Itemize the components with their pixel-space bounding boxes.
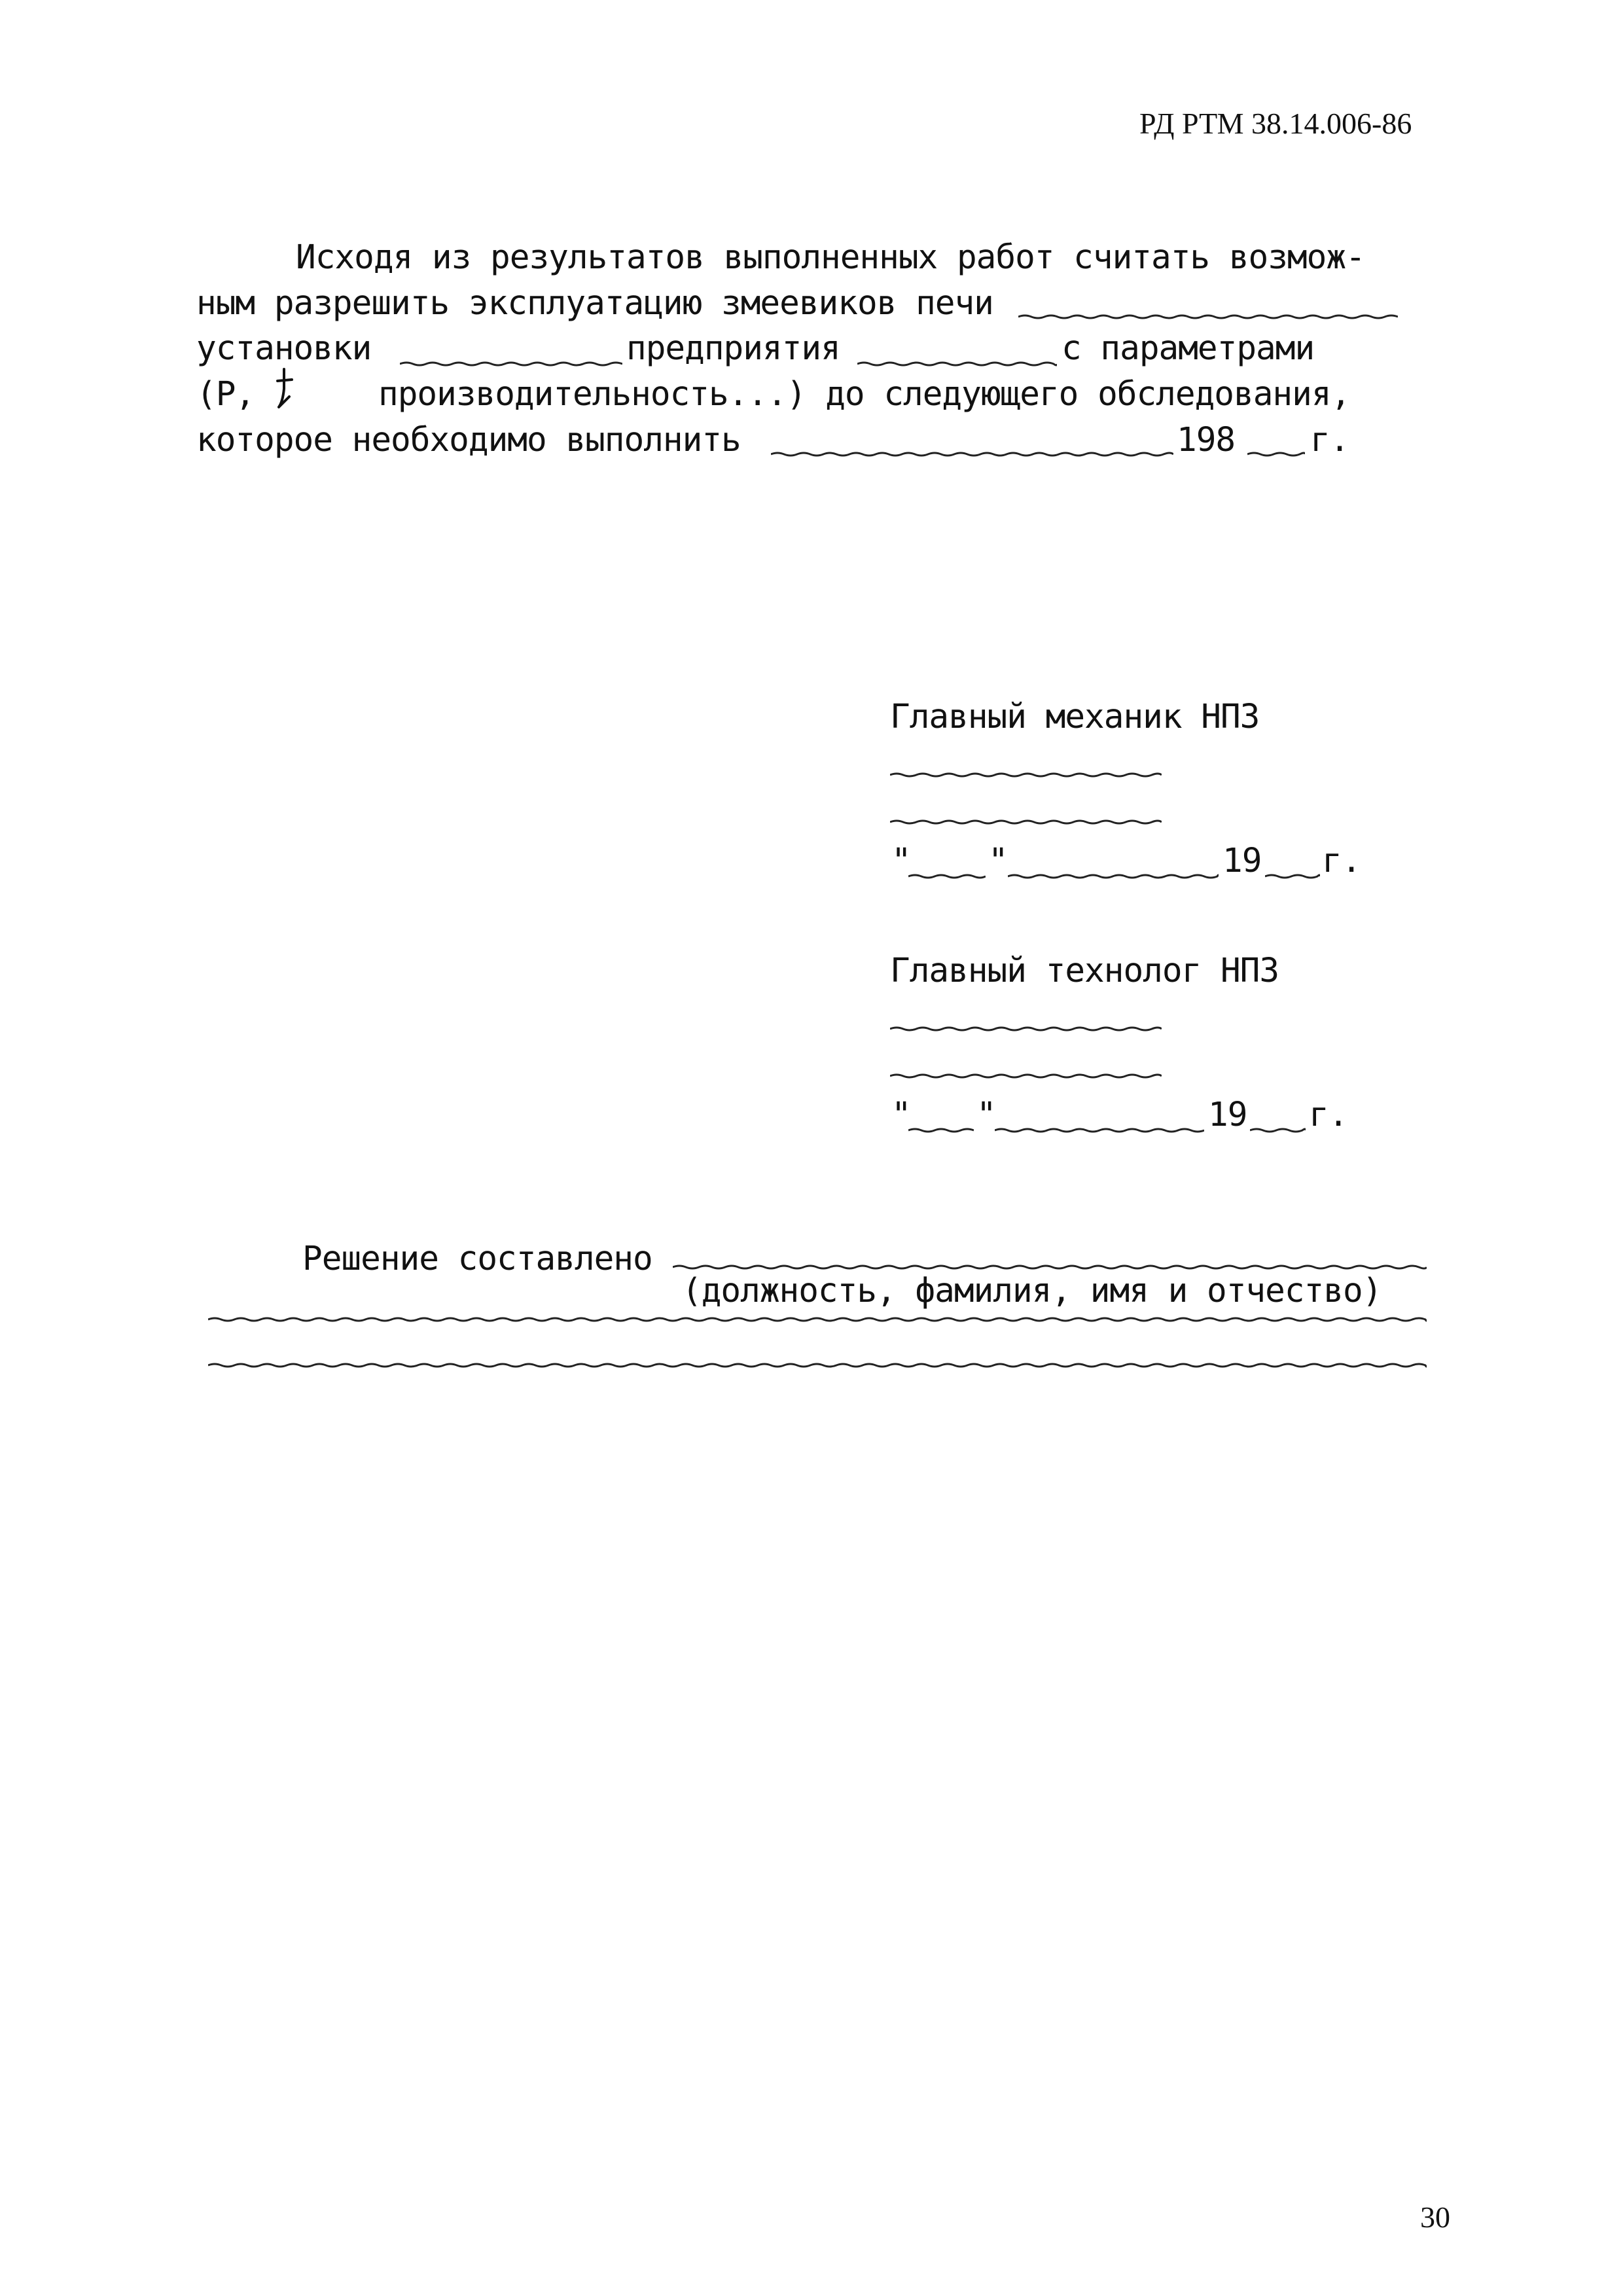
chief-mechanic-title: Главный механик НПЗ [890, 698, 1260, 736]
decision-line-1 [208, 1316, 1427, 1323]
deadline-field [771, 450, 1173, 458]
chief-technologist-name-line [890, 1072, 1162, 1080]
chief-technologist-year-suffix: г. [1309, 1096, 1348, 1134]
body-line-2: ным разрешить эксплуатацию змеевиков печи [196, 284, 993, 323]
chief-technologist-title: Главный технолог НПЗ [890, 952, 1279, 990]
chief-technologist-day-field [908, 1126, 974, 1134]
chief-mechanic-name-line [890, 818, 1162, 826]
chief-mechanic-year-field [1265, 872, 1320, 880]
chief-technologist-year-prefix: 19 [1208, 1096, 1247, 1134]
deadline-year-field [1247, 450, 1305, 458]
chief-technologist-signature-line [890, 1025, 1162, 1033]
decision-author-field [673, 1263, 1427, 1271]
page-number: 30 [1420, 2200, 1450, 2234]
temperature-symbol [270, 367, 298, 410]
chief-technologist-year-field [1250, 1126, 1306, 1134]
document-code: РД РТМ 38.14.006-86 [1139, 107, 1412, 140]
body-line-4-start: (Р, [196, 375, 255, 414]
body-line-4-rest: производительность...) до следующего обследования, [378, 375, 1351, 414]
chief-mechanic-quote-close: " [988, 842, 1008, 880]
body-line-3-installation: установки [196, 329, 372, 368]
chief-mechanic-day-field [908, 872, 986, 880]
chief-technologist-month-field [995, 1126, 1204, 1134]
chief-mechanic-year-suffix: г. [1322, 842, 1361, 880]
stove-field [1018, 313, 1398, 321]
chief-mechanic-quote-open: " [891, 842, 911, 880]
decision-label: Решение составлено [302, 1240, 652, 1278]
body-line-5-suffix: г. [1310, 421, 1349, 459]
body-line-5-start: которое необходимо выполнить [196, 421, 741, 459]
body-line-3-parameters: с параметрами [1061, 329, 1315, 368]
decision-author-hint: (должность, фамилия, имя и отчество) [682, 1272, 1382, 1310]
chief-technologist-quote-close: " [976, 1096, 996, 1134]
decision-line-2 [208, 1361, 1427, 1369]
chief-mechanic-signature-line [890, 771, 1162, 779]
body-line-3-enterprise: предприятия [626, 329, 840, 368]
chief-mechanic-month-field [1008, 872, 1219, 880]
installation-field [400, 360, 622, 368]
body-line-5-year: 198 [1177, 421, 1236, 459]
body-line-1: Исходя из результатов выполненных работ считать возмож- [296, 238, 1365, 277]
chief-technologist-quote-open: " [891, 1096, 911, 1134]
chief-mechanic-year-prefix: 19 [1222, 842, 1262, 880]
enterprise-field [857, 360, 1057, 368]
